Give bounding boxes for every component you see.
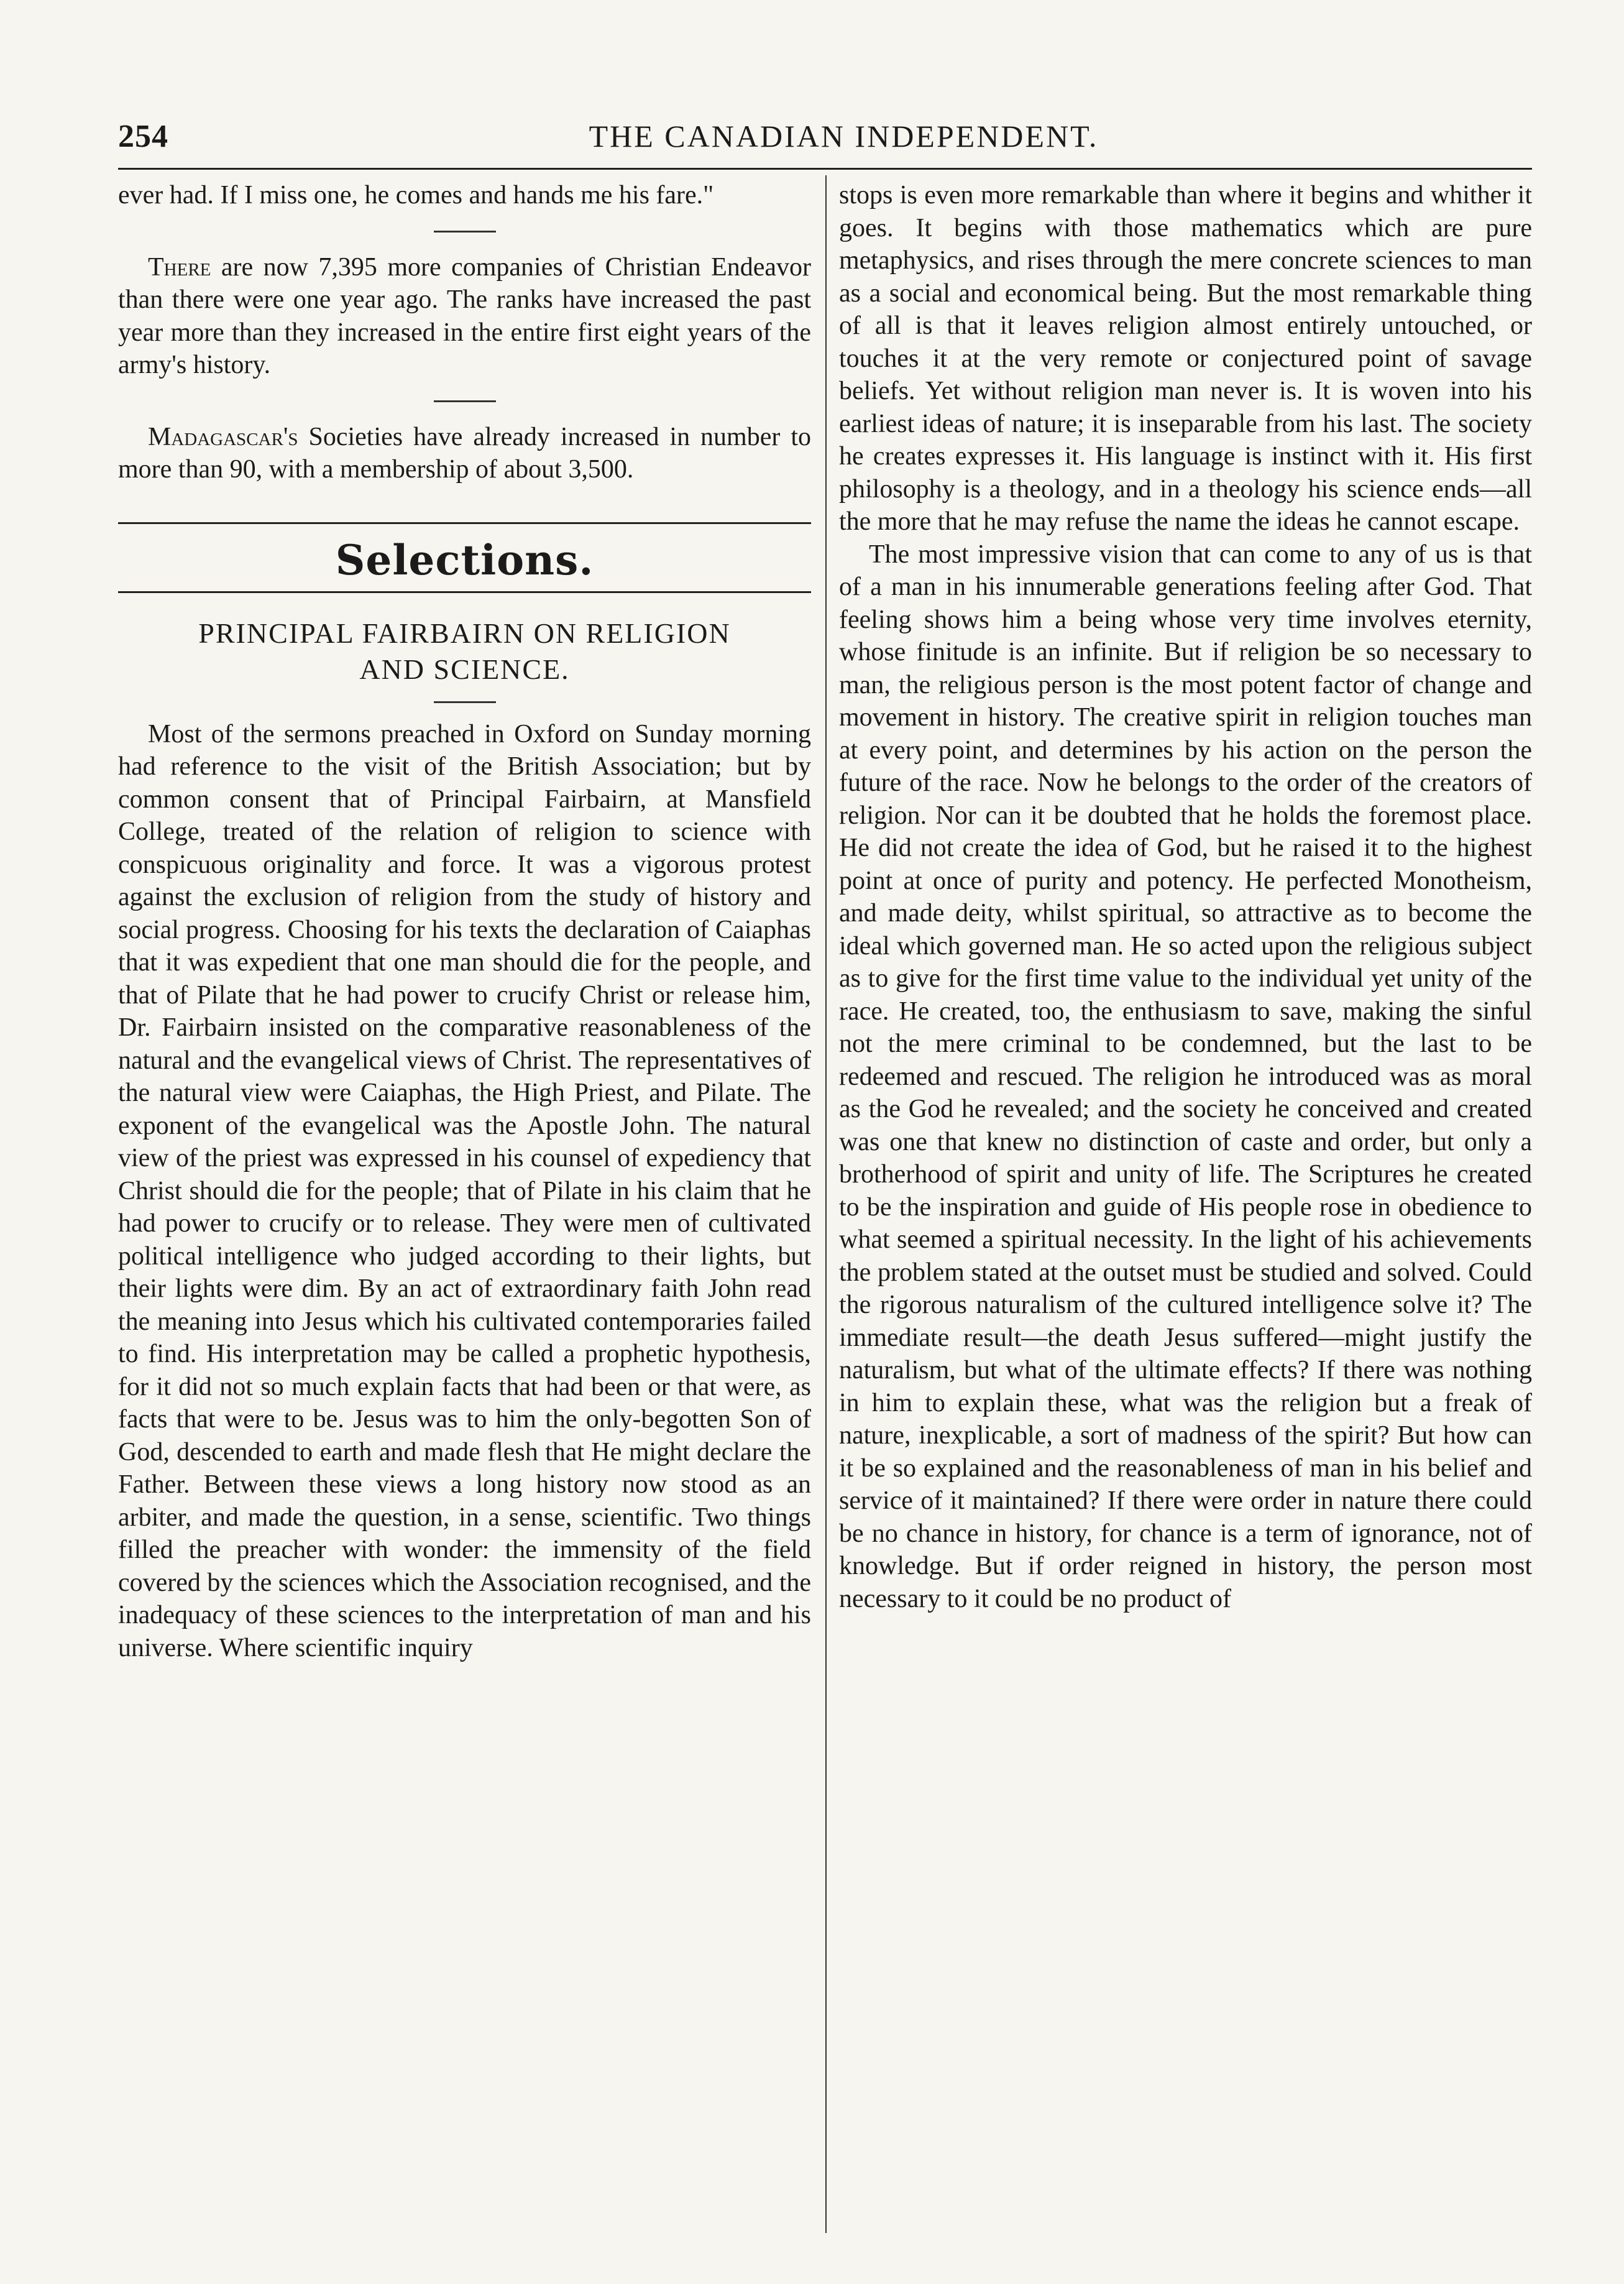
notice-lead: There (148, 252, 211, 282)
journal-title: THE CANADIAN INDEPENDENT. (589, 119, 1099, 154)
notice-lead: Madagascar's (148, 422, 298, 451)
intro-paragraph: ever had. If I miss one, he comes and hands me his fare." (118, 181, 714, 210)
section-heading: Selections. (335, 535, 594, 584)
article-title (118, 615, 811, 688)
notice-christian-endeavor (118, 251, 811, 382)
divider-short (434, 701, 496, 703)
notice-body: Societies have already increased in number to more than 90, with a membership of about 3,500. (118, 422, 811, 484)
left-column (118, 179, 811, 1664)
notice-body: are now 7,395 more companies of Christian Endeavor than there were one year ago. The ranks have increased the past year more than they increased in the entire first eight years of the army's history. (118, 252, 811, 379)
running-head (118, 118, 1532, 168)
notice-madagascar (118, 421, 811, 486)
page-number: 254 (118, 119, 168, 154)
header-rule (118, 168, 1532, 170)
section-rule-top (118, 522, 811, 524)
right-column (839, 179, 1532, 1615)
newspaper-page (118, 118, 1532, 2244)
divider-short (434, 400, 496, 402)
article-paragraph: Most of the sermons preached in Oxford on Sunday morning had reference to the visit of the British Association; but by common consent that of Principal Fairbairn, at Mansfield College, treated of the relation of religion to science with conspicuous originality and force. It was a vigorous protest against the exclusion of religion from the study of history and social progress. Choosing for his texts the declaration of Caiaphas that it was expedient that one man should die for the people, and that of Pilate that he had power to crucify Christ or release him, Dr. Fairbairn insisted on the comparative reasonableness of the natural and the evangelical views of Christ. The representatives of the natural view were Caiaphas, the High Priest, and Pilate. The exponent of the evangelical was the Apostle John. The natural view of the priest was expressed in his counsel of expediency that Christ should die for the people; that of Pilate in his claim that he had power to crucify or to release. They were men of cultivated political intelligence who judged according to their lights, but their lights were dim. By an act of extraordinary faith John read the meaning into Jesus which his cultivated contemporaries failed to find. His interpretation may be called a prophetic hypothesis, for it did not so much explain facts that had been or that were, as facts that were to be. Jesus was to him the only-begotten Son of God, descended to earth and made flesh that He might declare the Father. Between these views a long history now stood as an arbiter, and made the question, in a sense, scientific. Two things filled the preacher with wonder: the immensity of the field covered by the sciences which the Association recognised, and the inadequacy of these sciences to the interpretation of man and his universe. Where scientific inquiry (118, 719, 811, 1662)
divider-short (434, 231, 496, 233)
column-divider (825, 175, 827, 2233)
article-title-line-2: AND SCIENCE. (359, 653, 570, 685)
article-paragraph: stops is even more remarkable than where it begins and whither it goes. It begins with those mathematics which are pure metaphysics, and rises through the mere concrete sciences to man as a social and economical being. But the most remarkable thing of all is that it leaves religion almost entirely untouched, or touches it at the very remote or conjectured point of savage beliefs. Yet without religion man never is. It is woven into his earliest ideas of nature; it is inseparable from his last. The society he creates expresses it. His language is instinct with it. His first philosophy is a theology, and in a theology his science ends—all the more that he may refuse the name the ideas he cannot escape. (839, 181, 1532, 536)
article-paragraph: The most impressive vision that can come to any of us is that of a man in his innumerable generations feeling after God. That feeling shows him a being whose very time involves eternity, whose finitude is an infinite. But if religion be so necessary to man, the religious person is the most potent factor of change and movement in history. The creative spirit in religion touches man at every point, and determines by his action on the person the future of the race. Now he belongs to the order of the creators of religion. Nor can it be doubted that he holds the foremost place. He did not create the idea of God, but he raised it to the highest point at once of purity and potency. He perfected Monotheism, and made deity, whilst spiritual, so attractive as to become the ideal which governed man. He so acted upon the religious subject as to give for the first time value to the individual yet unity of the race. He created, too, the enthusiasm to save, making the sinful not the mere criminal to be condemned, but the last to be redeemed and rescued. The religion he introduced was as moral as the God he revealed; and the society he conceived and created was one that knew no distinction of caste and order, but only a brotherhood of spirit and unity of life. The Scriptures he created to be the inspiration and guide of His people rose in obedience to what seemed a spiritual necessity. In the light of his achievements the problem stated at the outset must be studied and solved. Could the rigorous naturalism of the cultured intelligence solve it? The immediate result—the death Jesus suffered—might justify the naturalism, but what of the ultimate effects? If there was nothing in him to explain these, what was the religion but a freak of nature, inexplicable, a sort of madness of the spirit? But how can it be so explained and the reasonableness of man in his belief and service of it maintained? If there were order in nature there could be no chance in history, for chance is a term of ignorance, not of knowledge. But if order reigned in history, the person most necessary to it could be no product of (839, 540, 1532, 1613)
article-title-line-1: PRINCIPAL FAIRBAIRN ON RELIGION (198, 617, 731, 649)
section-rule-bottom (118, 591, 811, 593)
